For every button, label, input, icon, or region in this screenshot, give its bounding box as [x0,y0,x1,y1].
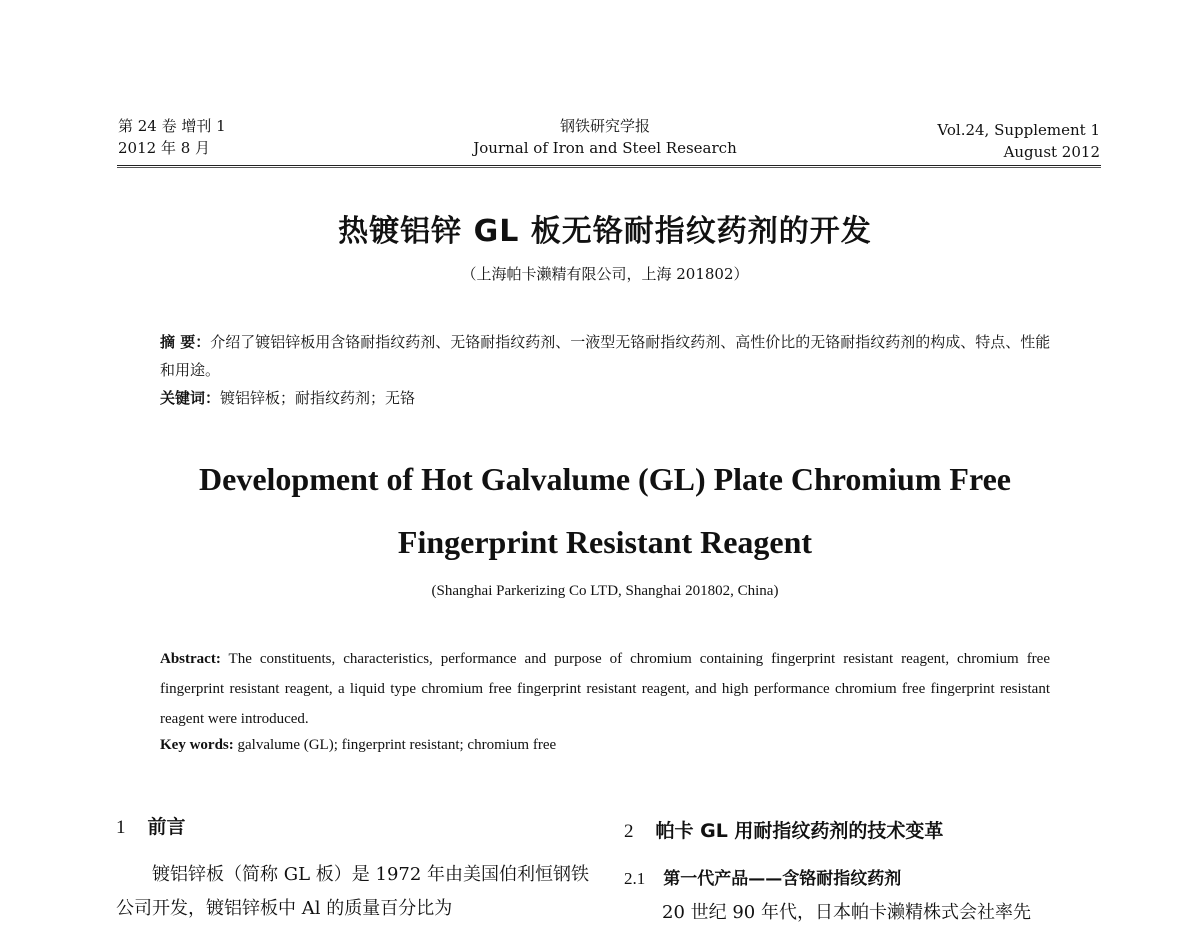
abstract-cn-text: 介绍了镀铝锌板用含铬耐指纹药剂、无铬耐指纹药剂、一液型无铬耐指纹药剂、高性价比的无铬耐指纹药剂的构成、特点、性能和用途。 [160,333,1051,379]
abstract-en-text: The constituents, characteristics, performance and purpose of chromium containing fingerprint resistant reagent, chromium free fingerprint resistant reagent, a liquid type chromium free fingerprint resistant reagent, and high performance chromium free fingerprint resistant reagent were introduced. [160,651,1050,727]
abstract-cn-label: 摘 要： [160,333,211,351]
header-rule [117,165,1101,166]
section-title: 帕卡 GL 用耐指纹药剂的技术变革 [655,820,944,842]
keywords-en [160,737,556,754]
journal-volume-info [118,115,226,159]
affiliation-en: (Shanghai Parkerizing Co LTD, Shanghai 201802, China) [431,583,779,599]
paper-title-cn: 热镀铝锌 GL 板无铬耐指纹药剂的开发 [338,214,872,249]
subsection-title: 第一代产品——含铬耐指纹药剂 [663,869,902,889]
subsection-number: 2.1 [624,869,646,888]
issue-date-en: August 2012 [1003,143,1100,161]
keywords-cn [160,384,1060,412]
issue-date-cn: 2012 年 8 月 [118,139,211,157]
journal-name [420,115,790,159]
paper-title-en-line1: Development of Hot Galvalume (GL) Plate Chromium Free [199,461,1011,497]
section-2-1-paragraph: 20 世纪 90 年代，日本帕卡濑精株式会社率先 [662,902,1031,923]
keywords-cn-text: 镀铝锌板；耐指纹药剂；无铬 [220,389,416,407]
section-1-paragraph: 镀铝锌板（简称 GL 板）是 1972 年由美国伯利恒钢铁公司开发，镀铝锌板中 Al 的质量百分比为 [116,864,590,919]
journal-name-en: Journal of Iron and Steel Research [473,139,737,157]
keywords-cn-label: 关键词： [160,389,221,407]
affiliation-cn: （上海帕卡濑精有限公司，上海 201802） [461,265,749,283]
section-heading-1 [116,812,186,839]
paper-title-en-line2: Fingerprint Resistant Reagent [397,524,813,560]
header-rule-secondary [117,167,1101,168]
section-title: 前言 [147,816,186,838]
abstract-cn-paragraph [160,328,1060,384]
section-number: 2 [624,821,634,842]
volume-supplement: Vol.24, Supplement 1 [937,121,1100,139]
volume-issue: 第 24 卷 增刊 1 [118,117,226,135]
abstract-en-label: Abstract: [160,651,221,667]
abstract-cn [160,328,1060,412]
abstract-en [160,644,1050,734]
keywords-en-label: Key words: [160,737,234,753]
subsection-heading-2-1 [624,864,901,889]
journal-volume-info-en [937,119,1100,163]
section-heading-2 [624,816,943,843]
journal-name-cn: 钢铁研究学报 [559,117,650,135]
keywords-en-text: galvalume (GL); fingerprint resistant; chromium free [233,737,557,753]
section-number: 1 [116,817,126,838]
